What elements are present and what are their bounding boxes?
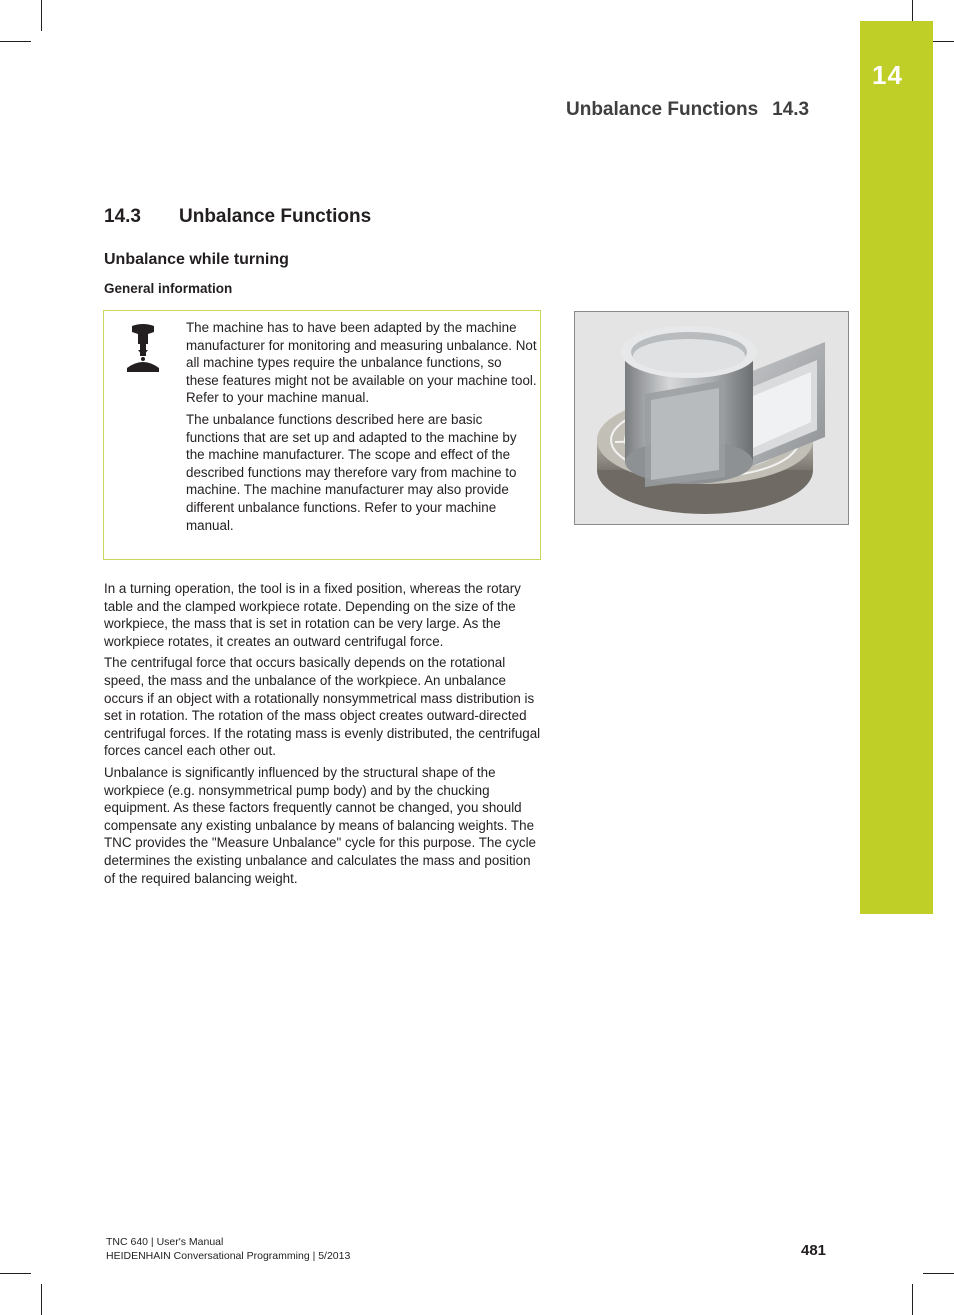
footer-line: TNC 640 | User's Manual bbox=[106, 1236, 224, 1248]
section-number: 14.3 bbox=[104, 206, 141, 227]
machine-note-icon bbox=[124, 322, 162, 376]
workpiece-figure bbox=[574, 311, 849, 525]
crop-mark bbox=[41, 1284, 42, 1315]
running-head-title: Unbalance Functions bbox=[566, 99, 759, 120]
body-paragraph: The centrifugal force that occurs basically depends on the rotational speed, the mass and the unbalance of the workpiece. An unbalance occurs if an object with a rotationally nonsymmetrical mass distribution is set in rotation. The rotation of the mass object creates outward-directed centrifugal forces. If the rotating mass is evenly distributed, the centrifugal forces cancel each other out. bbox=[104, 655, 541, 759]
note-text bbox=[186, 319, 538, 538]
note-paragraph: The machine has to have been adapted by the machine manufacturer for monitoring and measuring unbalance. Not all machine types require the unbalance functions, so these features might not be available on your machine tool. Refer to your machine manual. bbox=[186, 320, 537, 406]
crop-mark bbox=[923, 1273, 954, 1274]
crop-mark bbox=[0, 1273, 31, 1274]
subsection-heading: Unbalance while turning bbox=[104, 251, 289, 268]
running-head-number: 14.3 bbox=[772, 99, 810, 120]
body-paragraph: In a turning operation, the tool is in a fixed position, whereas the rotary table and the clamped workpiece rotate. Depending on the size of the workpiece, the mass that is set in rotation can be very large. As the workpiece rotates, it creates an outward centrifugal force. bbox=[104, 581, 521, 649]
crop-mark bbox=[41, 0, 42, 31]
body-paragraph: Unbalance is significantly influenced by the structural shape of the workpiece (e.g. nonsymmetrical pump body) and by the chucking equipment. As these factors frequently cannot be changed, you should compensate any existing unbalance by means of balancing weights. The TNC provides the "Measure Unbalance" cycle for this purpose. The cycle determines the existing unbalance and calculates the mass and position of the required balancing weight. bbox=[104, 764, 537, 886]
workpiece-on-rotary-table-illustration bbox=[575, 312, 848, 524]
chapter-tab bbox=[860, 21, 933, 914]
note-paragraph: The unbalance functions described here are basic functions that are set up and adapted to the machine by the machine manufacturer. The scope and effect of the described functions may therefore vary from machine to machine. The machine manufacturer may also provide different unbalance functions. Refer to your machine manual. bbox=[186, 411, 517, 533]
body-text bbox=[104, 580, 544, 891]
footer-publication-info bbox=[106, 1236, 350, 1263]
chapter-tab-number: 14 bbox=[872, 60, 903, 90]
section-heading bbox=[104, 206, 371, 228]
page-number: 481 bbox=[801, 1242, 827, 1259]
running-head bbox=[566, 99, 809, 121]
machine-note-box bbox=[103, 310, 541, 560]
crop-mark bbox=[912, 1284, 913, 1315]
minor-heading: General information bbox=[104, 281, 233, 296]
crop-mark bbox=[0, 41, 31, 42]
footer-line: HEIDENHAIN Conversational Programming | 5/2013 bbox=[106, 1249, 351, 1262]
section-title: Unbalance Functions bbox=[179, 206, 372, 227]
